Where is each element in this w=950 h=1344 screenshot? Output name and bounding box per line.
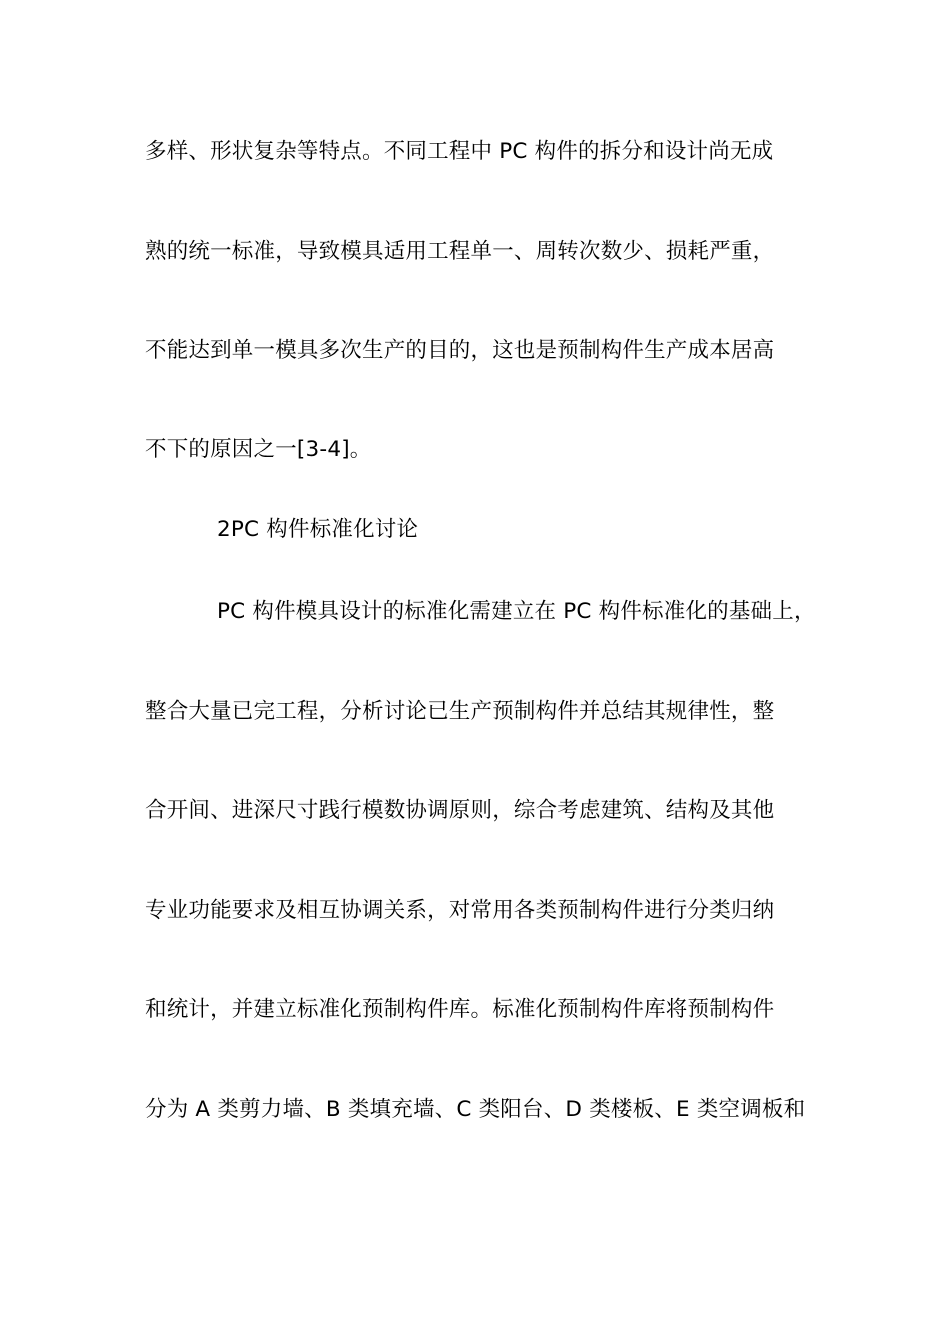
paragraph-2-line-2: 整合大量已完工程，分析讨论已生产预制构件并总结其规律性，整: [145, 699, 775, 724]
paragraph-1-line-3: 不能达到单一模具多次生产的目的，这也是预制构件生产成本居高: [145, 338, 775, 363]
paragraph-2-line-6: 分为 A 类剪力墙、B 类填充墙、C 类阳台、D 类楼板、E 类空调板和: [145, 1097, 806, 1122]
paragraph-2-line-4: 专业功能要求及相互协调关系，对常用各类预制构件进行分类归纳: [145, 898, 775, 923]
paragraph-1-line-4: 不下的原因之一[3-4]。: [145, 437, 372, 462]
section-heading: 2PC 构件标准化讨论: [217, 517, 419, 542]
paragraph-2-line-3: 合开间、进深尺寸践行模数协调原则，综合考虑建筑、结构及其他: [145, 798, 775, 823]
paragraph-1-line-2: 熟的统一标准，导致模具适用工程单一、周转次数少、损耗严重，: [145, 239, 775, 264]
paragraph-1-line-1: 多样、形状复杂等特点。不同工程中 PC 构件的拆分和设计尚无成: [145, 139, 774, 164]
paragraph-2-line-1: PC 构件模具设计的标准化需建立在 PC 构件标准化的基础上，: [217, 599, 816, 624]
paragraph-2-line-5: 和统计，并建立标准化预制构件库。标准化预制构件库将预制构件: [145, 997, 775, 1022]
